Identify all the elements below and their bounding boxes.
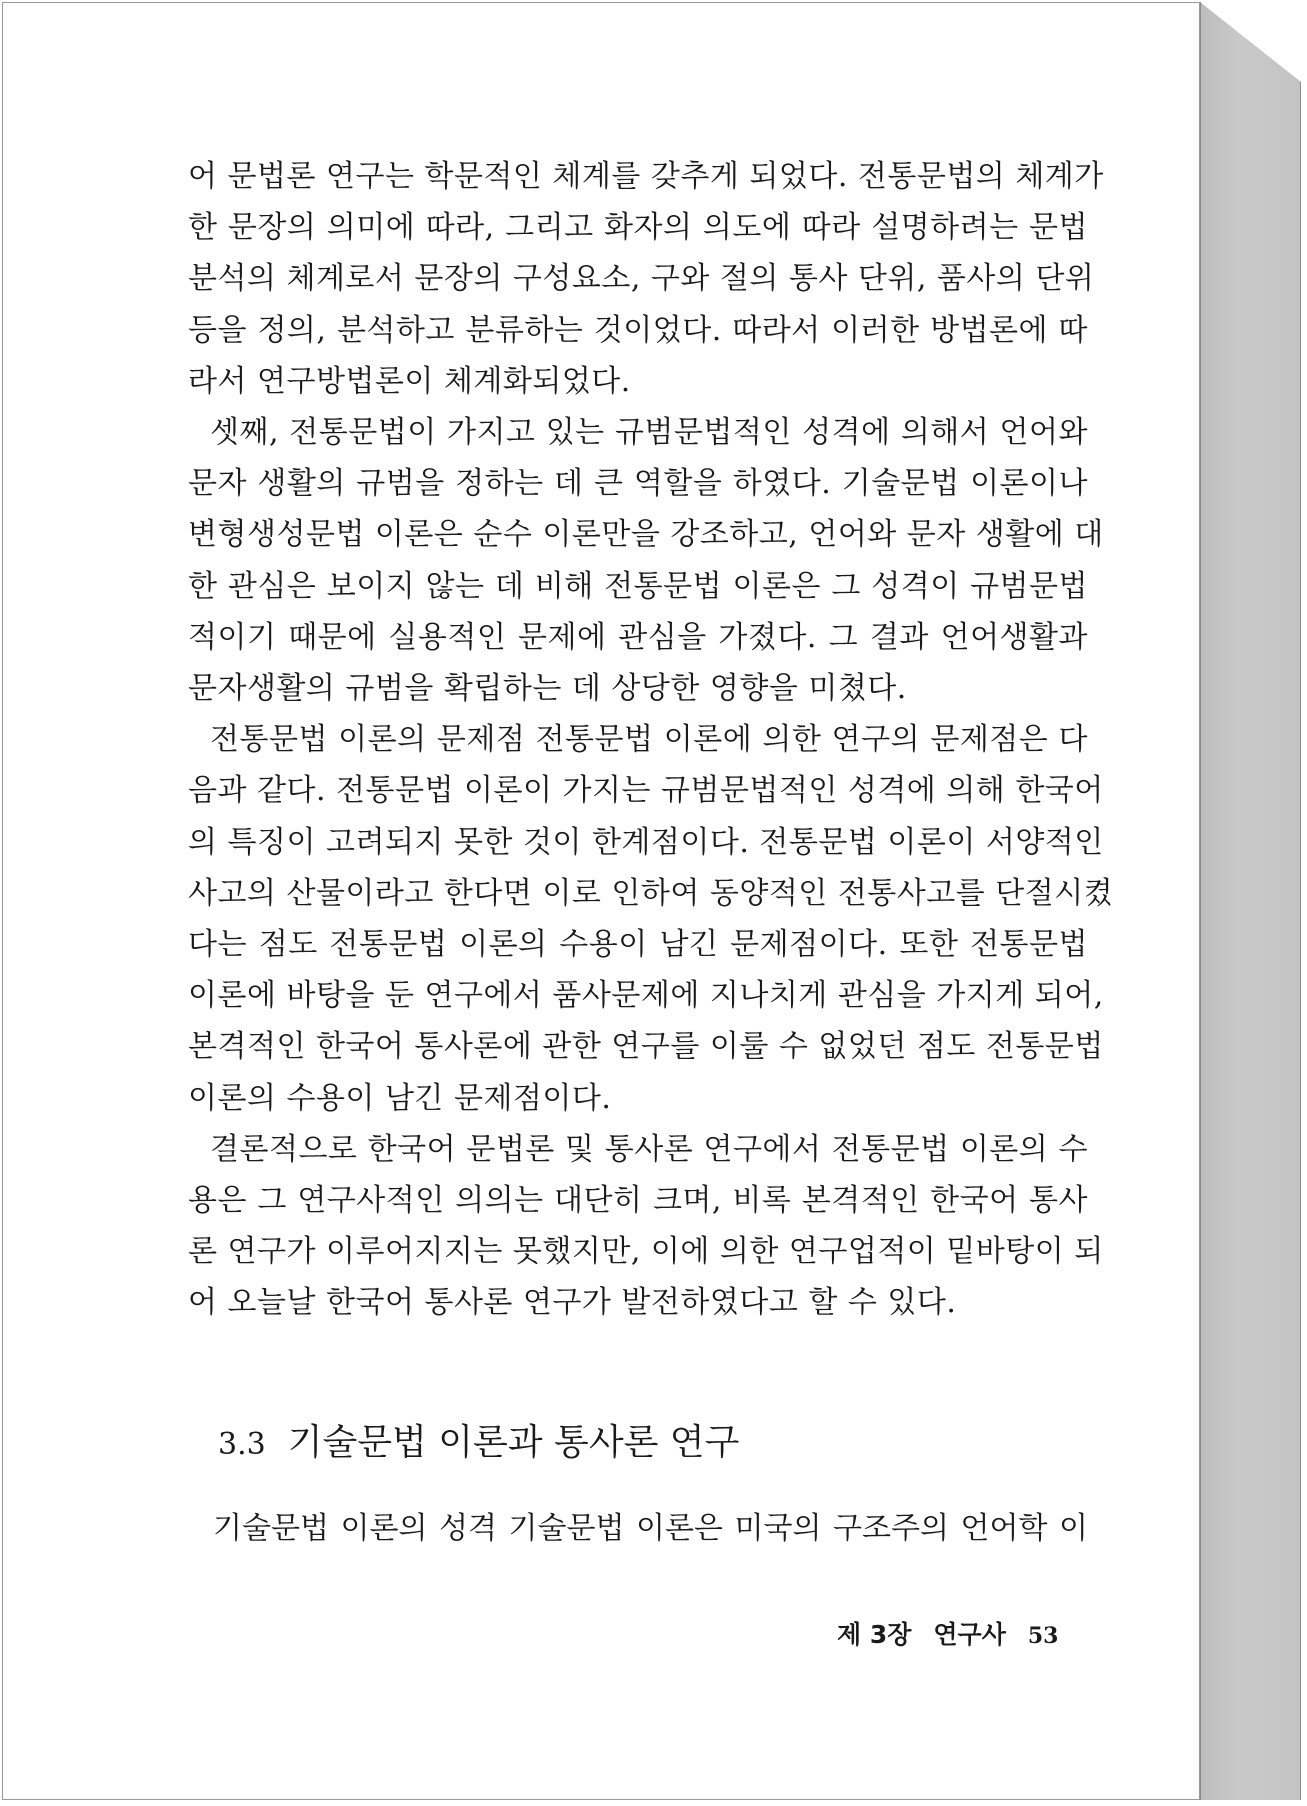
text-line: 결론적으로 한국어 문법론 및 통사론 연구에서 전통문법 이론의 수 — [210, 1131, 1088, 1167]
footer-chapter: 제 3장 — [837, 1620, 912, 1649]
paragraph-4 — [188, 1124, 1104, 1329]
text-line: 사고의 산물이라고 한다면 이로 인하여 동양적인 전통사고를 단절시켰 — [188, 875, 1114, 911]
text-line: 한 관심은 보이지 않는 데 비해 전통문법 이론은 그 성격이 규범문법 — [188, 568, 1088, 604]
text-line: 다는 점도 전통문법 이론의 수용이 남긴 문제점이다. 또한 전통문법 — [188, 927, 1088, 963]
footer-title: 연구사 — [933, 1620, 1006, 1649]
paragraph-1 — [188, 151, 1104, 407]
text-line: 전통문법 이론의 문제점 전통문법 이론에 의한 연구의 문제점은 다 — [210, 722, 1088, 758]
text-line: 변형생성문법 이론은 순수 이론만을 강조하고, 언어와 문자 생활에 대 — [188, 517, 1104, 553]
text-line: 문자 생활의 규범을 정하는 데 큰 역할을 하였다. 기술문법 이론이나 — [188, 466, 1088, 502]
running-footer — [837, 1615, 1058, 1651]
section-intro-line: 기술문법 이론의 성격 기술문법 이론은 미국의 구조주의 언어학 이 — [213, 1511, 1088, 1546]
page-stack-edge — [1200, 2, 1301, 1800]
text-line: 의 특징이 고려되지 못한 것이 한계점이다. 전통문법 이론이 서양적인 — [188, 824, 1104, 860]
text-line: 문자생활의 규범을 확립하는 데 상당한 영향을 미쳤다. — [188, 671, 907, 707]
section-heading — [218, 1414, 739, 1465]
book-page — [2, 2, 1200, 1800]
section-title: 기술문법 이론과 통사론 연구 — [287, 1422, 740, 1463]
text-line: 어 오늘날 한국어 통사론 연구가 발전하였다고 할 수 있다. — [188, 1285, 957, 1321]
body-text — [188, 151, 1114, 1329]
text-line: 등을 정의, 분석하고 분류하는 것이었다. 따라서 이러한 방법론에 따 — [188, 312, 1088, 348]
section-number: 3.3 — [218, 1427, 266, 1462]
text-line: 셋째, 전통문법이 가지고 있는 규범문법적인 성격에 의해서 언어와 — [210, 415, 1088, 451]
text-line: 적이기 때문에 실용적인 문제에 관심을 가졌다. 그 결과 언어생활과 — [188, 619, 1088, 655]
text-line: 본격적인 한국어 통사론에 관한 연구를 이룰 수 없었던 점도 전통문법 — [188, 1029, 1104, 1065]
paragraph-2 — [188, 407, 1104, 714]
text-line: 용은 그 연구사적인 의의는 대단히 크며, 비록 본격적인 한국어 통사 — [188, 1183, 1088, 1219]
page-number: 53 — [1027, 1623, 1059, 1649]
text-line: 음과 같다. 전통문법 이론이 가지는 규범문법적인 성격에 의해 한국어 — [188, 773, 1104, 809]
paragraph-3 — [188, 714, 1114, 1124]
text-line: 이론의 수용이 남긴 문제점이다. — [188, 1080, 612, 1116]
text-line: 라서 연구방법론이 체계화되었다. — [188, 363, 631, 399]
page-stack-divider — [1200, 2, 1201, 1800]
text-line: 어 문법론 연구는 학문적인 체계를 갖추게 되었다. 전통문법의 체계가 — [188, 159, 1104, 194]
text-line: 한 문장의 의미에 따라, 그리고 화자의 의도에 따라 설명하려는 문법 — [188, 210, 1088, 246]
text-line: 분석의 체계로서 문장의 구성요소, 구와 절의 통사 단위, 품사의 단위 — [188, 261, 1095, 297]
text-line: 이론에 바탕을 둔 연구에서 품사문제에 지나치게 관심을 가지게 되어, — [188, 978, 1104, 1014]
text-line: 론 연구가 이루어지지는 못했지만, 이에 의한 연구업적이 밑바탕이 되 — [188, 1234, 1104, 1270]
